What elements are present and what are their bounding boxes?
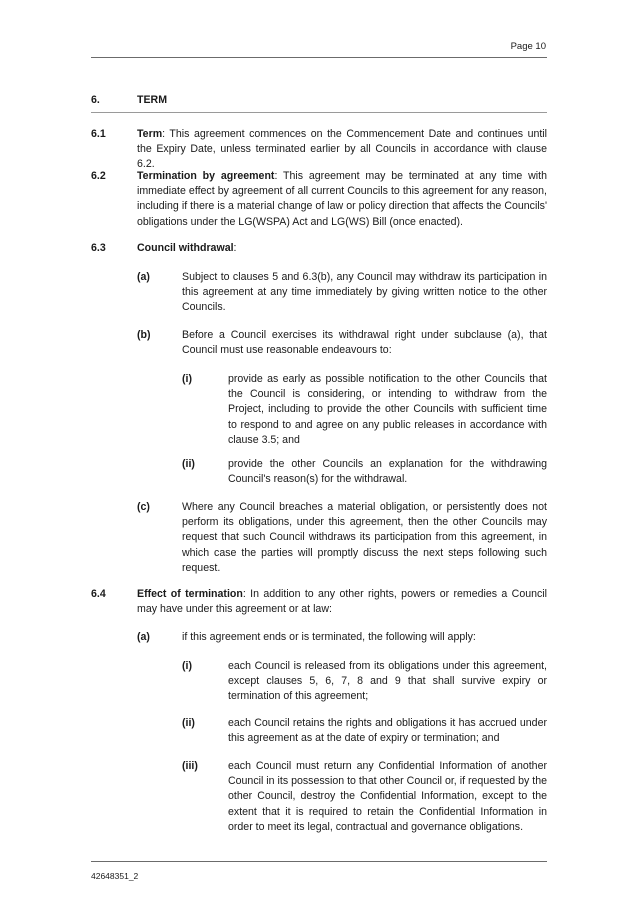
subclause-text: Subject to clauses 5 and 6.3(b), any Council may withdraw its participation in this agreement at any time immediately by giving written notice to the other Councils. — [182, 271, 547, 314]
clause-number: 6.3 — [91, 242, 106, 254]
paragraph-6-4-a-i — [182, 659, 547, 705]
clause-6-3 — [91, 241, 547, 256]
clause-body — [137, 587, 547, 617]
clause-number: 6.4 — [91, 588, 106, 600]
paragraph-6-3-b-i — [182, 372, 547, 448]
subclause-number: (b) — [137, 329, 151, 341]
section-number: 6. — [91, 94, 100, 106]
section-title: TERM — [137, 94, 168, 106]
clause-title: Term — [137, 128, 163, 140]
clause-title: Effect of termination — [137, 588, 243, 600]
footer-divider — [91, 861, 547, 862]
document-id: 42648351_2 — [91, 871, 139, 881]
clause-title: Termination by agreement — [137, 170, 275, 182]
clause-title: Council withdrawal — [137, 242, 234, 254]
paragraph-text: provide as early as possible notification to the other Councils that the Council is considering, or intending to withdraw from the Project, including to provide the other Councils with sufficient time to respond to and agree on any public releases in accordance with clause 3.5; and — [228, 373, 547, 446]
paragraph-text: provide the other Councils an explanation for the withdrawing Council's reason(s) for the withdrawal. — [228, 458, 547, 486]
clause-6-4 — [91, 587, 547, 617]
subclause-text: Before a Council exercises its withdrawal right under subclause (a), that Council must use reasonable endeavours to: — [182, 329, 547, 357]
paragraph-number: (ii) — [182, 458, 195, 470]
clause-body — [137, 127, 547, 173]
clause-6-2 — [91, 169, 547, 230]
subclause-number: (a) — [137, 631, 150, 643]
subclause-6-3-a — [137, 270, 547, 316]
subclause-6-3-b — [137, 328, 547, 358]
paragraph-number: (iii) — [182, 760, 198, 772]
clause-number: 6.2 — [91, 170, 106, 182]
clause-text: : This agreement commences on the Commencement Date and continues until the Expiry Date, unless terminated earlier by all Councils in accordance with clause 6.2. — [137, 128, 547, 171]
paragraph-number: (i) — [182, 660, 192, 672]
clause-body — [137, 241, 547, 256]
paragraph-6-3-b-ii — [182, 457, 547, 487]
paragraph-number: (i) — [182, 373, 192, 385]
clause-text: : — [233, 242, 237, 254]
clause-6-1 — [91, 127, 547, 173]
subclause-number: (c) — [137, 501, 150, 513]
header-divider — [91, 57, 547, 58]
clause-number: 6.1 — [91, 128, 106, 140]
clause-text: : This agreement may be terminated at any time with immediate effect by agreement of all current Councils to this agreement for any reason, including if there is a material change of law or policy direction that affects the Councils' obligations under the LG(WSPA) Act and LG(WS) Bill (once enacted). — [137, 170, 547, 228]
paragraph-text: each Council is released from its obligations under this agreement, except clauses 5, 6, 7, 8 and 9 that shall survive expiry or termination of this agreement; — [228, 660, 547, 703]
paragraph-text: each Council must return any Confidential Information of another Council in its possession to that other Council or, if requested by the other Council, destroy the Confidential Information, except to the extent that it is required to retain the Confidential Information in order to meet its legal, contractual and governance obligations. — [228, 760, 547, 833]
page-number: Page 10 — [510, 41, 546, 52]
subclause-text: if this agreement ends or is terminated, the following will apply: — [182, 631, 476, 643]
clause-body — [137, 169, 547, 230]
paragraph-6-4-a-ii — [182, 716, 547, 746]
subclause-text: Where any Council breaches a material obligation, or persistently does not perform its obligations, under this agreement, then the other Councils may request that such Council withdraws its participation from this agreement, in which case the parties will promptly discuss the next steps following such request. — [182, 501, 547, 574]
subclause-6-3-c — [137, 500, 547, 576]
subclause-number: (a) — [137, 271, 150, 283]
paragraph-text: each Council retains the rights and obligations it has accrued under this agreement as at the date of expiry or termination; and — [228, 717, 547, 745]
clause-text: : In addition to any other rights, powers or remedies a Council may have under this agreement or at law: — [137, 588, 547, 616]
paragraph-number: (ii) — [182, 717, 195, 729]
paragraph-6-4-a-iii — [182, 759, 547, 835]
subclause-6-4-a — [137, 630, 547, 645]
section-divider — [91, 112, 547, 113]
